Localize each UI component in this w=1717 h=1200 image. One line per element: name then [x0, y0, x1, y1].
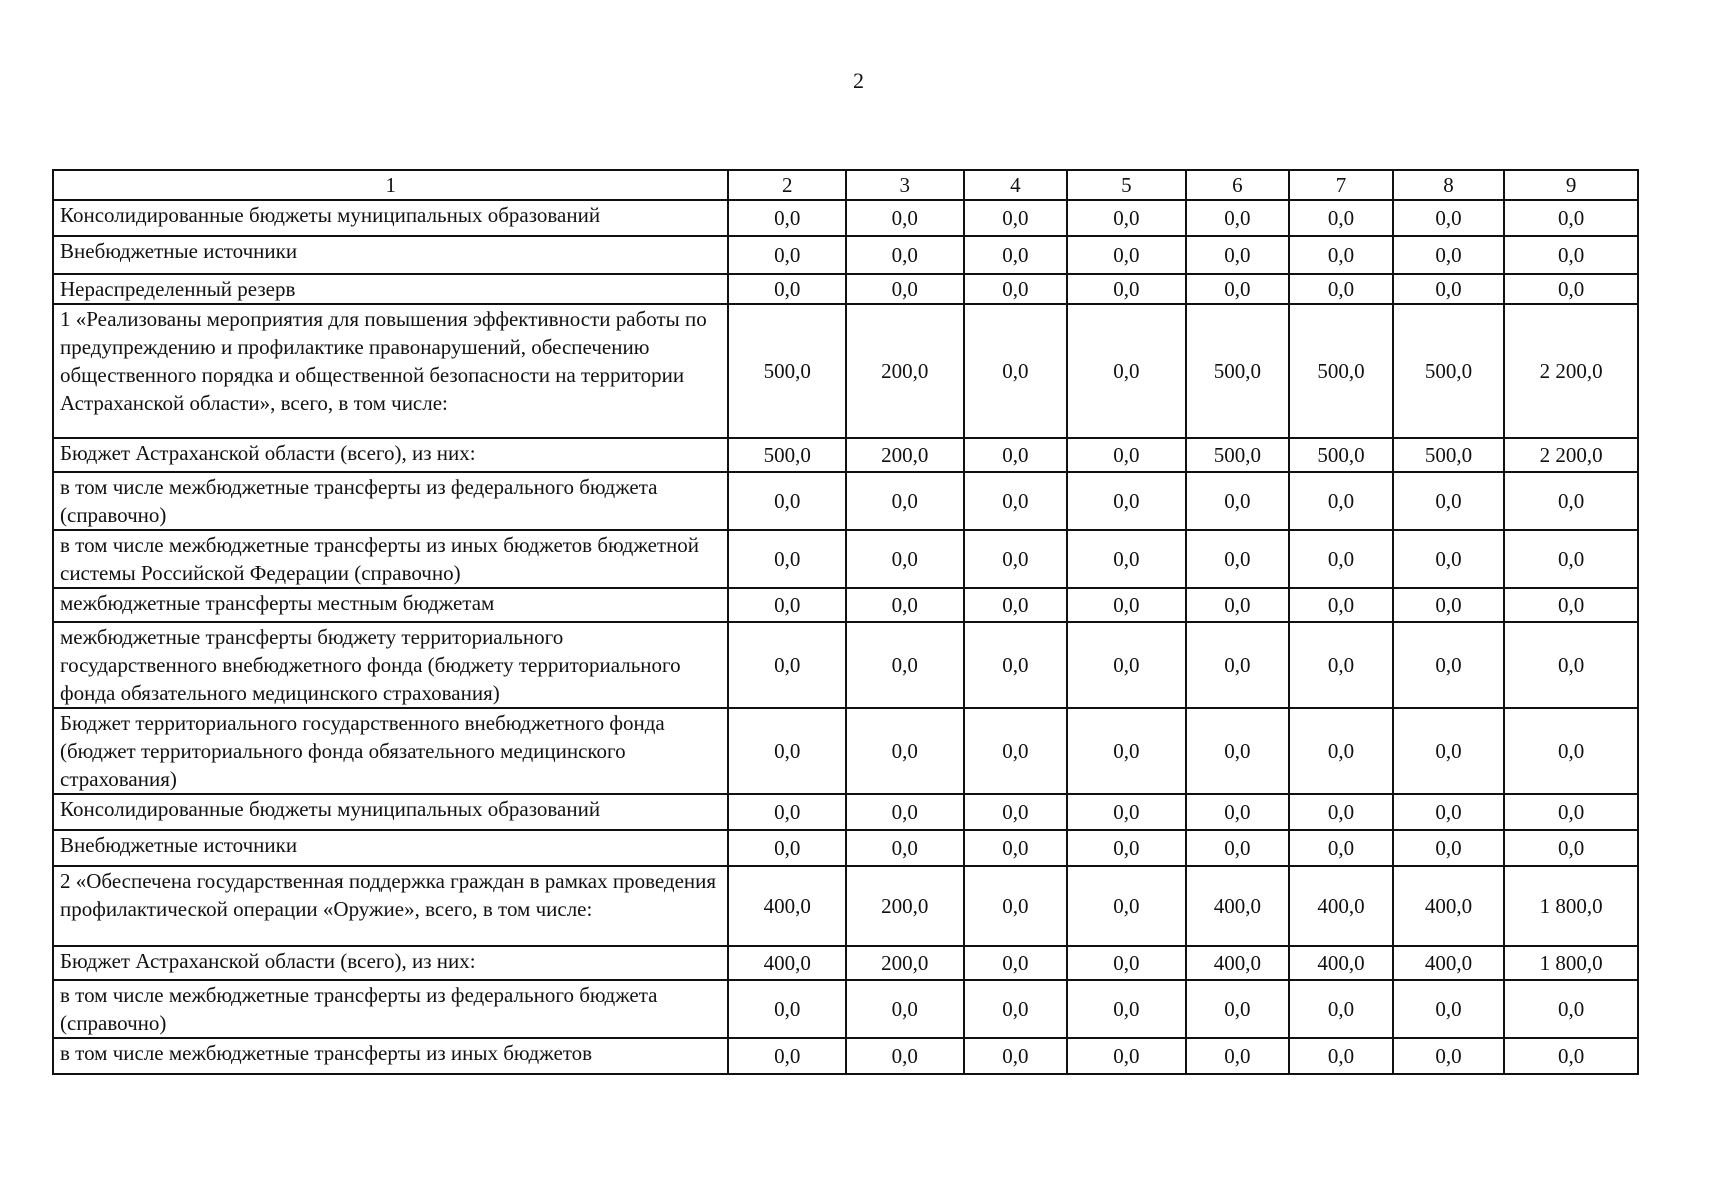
cell-value: 400,0 [728, 866, 846, 946]
row-label: в том числе межбюджетные трансферты из федерального бюджета (справочно) [53, 472, 728, 530]
cell-value: 0,0 [1393, 622, 1505, 708]
cell-value: 0,0 [964, 794, 1068, 830]
row-label: Внебюджетные источники [53, 236, 728, 274]
cell-value: 0,0 [1504, 708, 1638, 794]
cell-value: 0,0 [728, 236, 846, 274]
row-label: Консолидированные бюджеты муниципальных образований [53, 200, 728, 236]
table-row [53, 200, 1638, 236]
column-header: 1 [53, 170, 728, 200]
cell-value: 0,0 [964, 866, 1068, 946]
cell-value: 0,0 [1186, 472, 1290, 530]
cell-value: 0,0 [728, 200, 846, 236]
cell-value: 0,0 [1067, 830, 1186, 866]
cell-value: 500,0 [1289, 304, 1393, 438]
cell-value: 0,0 [1504, 794, 1638, 830]
table-row [53, 1038, 1638, 1074]
cell-value: 0,0 [1393, 200, 1505, 236]
table-row [53, 980, 1638, 1038]
cell-value: 0,0 [1067, 622, 1186, 708]
table-body [53, 200, 1638, 1074]
cell-value: 0,0 [846, 530, 964, 588]
cell-value: 0,0 [846, 588, 964, 622]
cell-value: 0,0 [1289, 200, 1393, 236]
cell-value: 0,0 [964, 438, 1068, 472]
cell-value: 0,0 [1289, 1038, 1393, 1074]
table-row [53, 530, 1638, 588]
cell-value: 2 200,0 [1504, 304, 1638, 438]
cell-value: 0,0 [728, 274, 846, 304]
cell-value: 0,0 [1186, 708, 1290, 794]
cell-value: 0,0 [1067, 530, 1186, 588]
cell-value: 0,0 [964, 1038, 1068, 1074]
cell-value: 0,0 [964, 588, 1068, 622]
cell-value: 0,0 [1504, 236, 1638, 274]
cell-value: 0,0 [1289, 622, 1393, 708]
column-header: 4 [964, 170, 1068, 200]
cell-value: 0,0 [1186, 980, 1290, 1038]
cell-value: 0,0 [1393, 708, 1505, 794]
cell-value: 0,0 [1186, 274, 1290, 304]
cell-value: 0,0 [728, 622, 846, 708]
row-label: Бюджет Астраханской области (всего), из них: [53, 946, 728, 980]
cell-value: 0,0 [1504, 622, 1638, 708]
cell-value: 0,0 [964, 980, 1068, 1038]
cell-value: 400,0 [1186, 866, 1290, 946]
cell-value: 0,0 [728, 472, 846, 530]
cell-value: 200,0 [846, 304, 964, 438]
cell-value: 0,0 [1067, 980, 1186, 1038]
cell-value: 0,0 [1289, 708, 1393, 794]
cell-value: 0,0 [1067, 200, 1186, 236]
cell-value: 0,0 [1504, 830, 1638, 866]
cell-value: 0,0 [1393, 980, 1505, 1038]
cell-value: 0,0 [964, 708, 1068, 794]
cell-value: 0,0 [1393, 830, 1505, 866]
cell-value: 0,0 [964, 200, 1068, 236]
cell-value: 0,0 [1067, 274, 1186, 304]
cell-value: 0,0 [1504, 980, 1638, 1038]
cell-value: 0,0 [1504, 1038, 1638, 1074]
column-header: 8 [1393, 170, 1505, 200]
cell-value: 0,0 [1289, 830, 1393, 866]
cell-value: 1 800,0 [1504, 946, 1638, 980]
table-row [53, 708, 1638, 794]
cell-value: 0,0 [1393, 530, 1505, 588]
header-row [53, 170, 1638, 200]
table-row [53, 588, 1638, 622]
cell-value: 500,0 [1393, 438, 1505, 472]
cell-value: 0,0 [728, 1038, 846, 1074]
row-label: Бюджет Астраханской области (всего), из них: [53, 438, 728, 472]
cell-value: 0,0 [1393, 588, 1505, 622]
cell-value: 400,0 [1289, 946, 1393, 980]
column-header: 9 [1504, 170, 1638, 200]
cell-value: 0,0 [1186, 622, 1290, 708]
cell-value: 500,0 [1393, 304, 1505, 438]
cell-value: 0,0 [1289, 980, 1393, 1038]
cell-value: 500,0 [1186, 438, 1290, 472]
cell-value: 0,0 [846, 1038, 964, 1074]
table-row [53, 866, 1638, 946]
cell-value: 0,0 [1067, 236, 1186, 274]
table-row [53, 304, 1638, 438]
table-row [53, 472, 1638, 530]
column-header: 2 [728, 170, 846, 200]
cell-value: 0,0 [1393, 236, 1505, 274]
cell-value: 400,0 [1289, 866, 1393, 946]
row-label: в том числе межбюджетные трансферты из иных бюджетов [53, 1038, 728, 1074]
cell-value: 0,0 [846, 236, 964, 274]
cell-value: 0,0 [1504, 588, 1638, 622]
cell-value: 0,0 [728, 708, 846, 794]
cell-value: 0,0 [846, 708, 964, 794]
cell-value: 400,0 [1393, 866, 1505, 946]
cell-value: 0,0 [964, 622, 1068, 708]
cell-value: 500,0 [728, 438, 846, 472]
cell-value: 0,0 [1186, 1038, 1290, 1074]
column-header: 5 [1067, 170, 1186, 200]
cell-value: 0,0 [964, 530, 1068, 588]
cell-value: 0,0 [846, 274, 964, 304]
table-row [53, 274, 1638, 304]
table-row [53, 622, 1638, 708]
cell-value: 0,0 [1393, 794, 1505, 830]
cell-value: 0,0 [964, 304, 1068, 438]
table-row [53, 830, 1638, 866]
cell-value: 0,0 [1504, 274, 1638, 304]
cell-value: 0,0 [1504, 472, 1638, 530]
cell-value: 400,0 [1186, 946, 1290, 980]
cell-value: 0,0 [1067, 866, 1186, 946]
page-number: 2 [853, 68, 864, 93]
cell-value: 0,0 [1067, 1038, 1186, 1074]
cell-value: 0,0 [1289, 794, 1393, 830]
row-label: Бюджет территориального государственного внебюджетного фонда (бюджет территориального фонда обязательного медицинского страхования) [53, 708, 728, 794]
cell-value: 0,0 [1067, 304, 1186, 438]
row-label: в том числе межбюджетные трансферты из федерального бюджета (справочно) [53, 980, 728, 1038]
column-header: 6 [1186, 170, 1290, 200]
cell-value: 0,0 [1289, 274, 1393, 304]
cell-value: 200,0 [846, 946, 964, 980]
budget-table [52, 169, 1639, 1075]
cell-value: 500,0 [1289, 438, 1393, 472]
cell-value: 500,0 [728, 304, 846, 438]
cell-value: 0,0 [964, 830, 1068, 866]
cell-value: 0,0 [1504, 200, 1638, 236]
cell-value: 0,0 [964, 274, 1068, 304]
cell-value: 0,0 [1186, 830, 1290, 866]
row-label: в том числе межбюджетные трансферты из иных бюджетов бюджетной системы Российской Федерации (справочно) [53, 530, 728, 588]
cell-value: 0,0 [728, 794, 846, 830]
cell-value: 0,0 [964, 472, 1068, 530]
row-label: 1 «Реализованы мероприятия для повышения эффективности работы по предупреждению и профилактике правонарушений, обеспечению общественного порядка и общественной безопасности на территории Астраханской области», всего, в том числе: [53, 304, 728, 438]
cell-value: 2 200,0 [1504, 438, 1638, 472]
cell-value: 0,0 [1067, 472, 1186, 530]
row-label: межбюджетные трансферты бюджету территориального государственного внебюджетного фонда (бюджету территориального фонда обязательного медицинского страхования) [53, 622, 728, 708]
cell-value: 0,0 [846, 980, 964, 1038]
cell-value: 0,0 [1393, 472, 1505, 530]
cell-value: 400,0 [1393, 946, 1505, 980]
row-label: Внебюджетные источники [53, 830, 728, 866]
cell-value: 0,0 [1186, 588, 1290, 622]
cell-value: 1 800,0 [1504, 866, 1638, 946]
table-row [53, 236, 1638, 274]
cell-value: 200,0 [846, 438, 964, 472]
table-row [53, 438, 1638, 472]
cell-value: 0,0 [1289, 236, 1393, 274]
cell-value: 0,0 [1067, 588, 1186, 622]
row-label: 2 «Обеспечена государственная поддержка граждан в рамках проведения профилактической операции «Оружие», всего, в том числе: [53, 866, 728, 946]
cell-value: 0,0 [1186, 200, 1290, 236]
cell-value: 0,0 [1504, 530, 1638, 588]
cell-value: 0,0 [964, 236, 1068, 274]
cell-value: 0,0 [728, 588, 846, 622]
cell-value: 0,0 [1289, 588, 1393, 622]
cell-value: 0,0 [728, 530, 846, 588]
row-label: Нераспределенный резерв [53, 274, 728, 304]
cell-value: 0,0 [1186, 794, 1290, 830]
cell-value: 200,0 [846, 866, 964, 946]
column-header: 3 [846, 170, 964, 200]
cell-value: 0,0 [1289, 472, 1393, 530]
table-row [53, 794, 1638, 830]
cell-value: 0,0 [728, 830, 846, 866]
cell-value: 0,0 [728, 980, 846, 1038]
cell-value: 0,0 [846, 830, 964, 866]
cell-value: 0,0 [846, 622, 964, 708]
cell-value: 0,0 [1393, 274, 1505, 304]
cell-value: 0,0 [1289, 530, 1393, 588]
cell-value: 0,0 [1393, 1038, 1505, 1074]
cell-value: 400,0 [728, 946, 846, 980]
table-row [53, 946, 1638, 980]
cell-value: 0,0 [1186, 530, 1290, 588]
cell-value: 0,0 [846, 472, 964, 530]
cell-value: 0,0 [1067, 946, 1186, 980]
row-label: межбюджетные трансферты местным бюджетам [53, 588, 728, 622]
cell-value: 0,0 [1186, 236, 1290, 274]
column-header: 7 [1289, 170, 1393, 200]
cell-value: 0,0 [846, 200, 964, 236]
cell-value: 0,0 [964, 946, 1068, 980]
cell-value: 0,0 [846, 794, 964, 830]
row-label: Консолидированные бюджеты муниципальных образований [53, 794, 728, 830]
cell-value: 0,0 [1067, 708, 1186, 794]
cell-value: 500,0 [1186, 304, 1290, 438]
cell-value: 0,0 [1067, 794, 1186, 830]
cell-value: 0,0 [1067, 438, 1186, 472]
